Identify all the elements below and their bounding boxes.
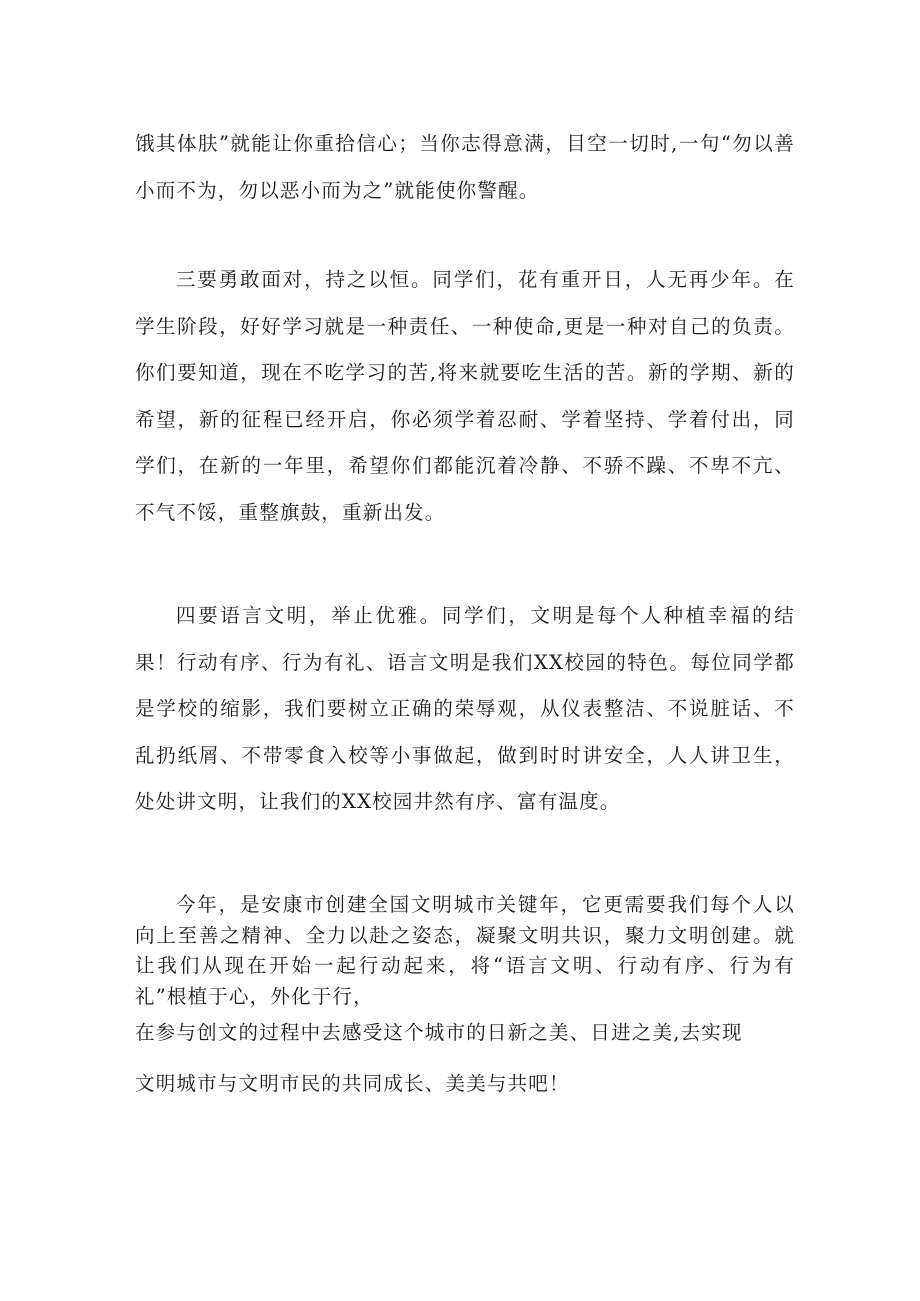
closing-line-2: 文明城市与文明市民的共同成长、美美与共吧！ [135, 1072, 570, 1095]
paragraph-continuation: 饿其体肤”就能让你重拾信心；当你志得意满，目空一切时,一句“勿以善小而不为，勿以恶小而为之”就能使你警醒。 [135, 132, 795, 202]
closing-line-1: 在参与创文的过程中去感受这个城市的日新之美、日进之美,去实现 [135, 1021, 743, 1044]
paragraph-persistence: 三要勇敢面对，持之以恒。同学们，花有重开日，人无再少年。在学生阶段，好好学习就是一种责任、一种使命,更是一种对自己的负责。你们要知道，现在不吃学习的苦,将来就要吃生活的苦。新的学期、新的希望，新的征程已经开启，你必须学着忍耐、学着坚持、学着付出，同学们，在新的一年里，希望你们都能沉着冷静、不骄不躁、不卑不亢、不气不馁，重整旗鼓，重新出发。 [135, 268, 795, 524]
paragraph-civilized-city: 今年，是安康市创建全国文明城市关键年，它更需要我们每个人以向上至善之精神、全力以赴之姿态，凝聚文明共识，聚力文明创建。就让我们从现在开始一起行动起来，将“语言文明、行动有序、行为有礼”根植于心，外化于行， [135, 893, 795, 1008]
paragraph-civility: 四要语言文明，举止优雅。同学们，文明是每个人种植幸福的结果！行动有序、行为有礼、语言文明是我们XX校园的特色。每位同学都是学校的缩影，我们要树立正确的荣辱观，从仪表整洁、不说脏话、不乱扔纸屑、不带零食入校等小事做起，做到时时讲安全，人人讲卫生，处处讲文明，让我们的XX校园井然有序、富有温度。 [135, 604, 795, 813]
